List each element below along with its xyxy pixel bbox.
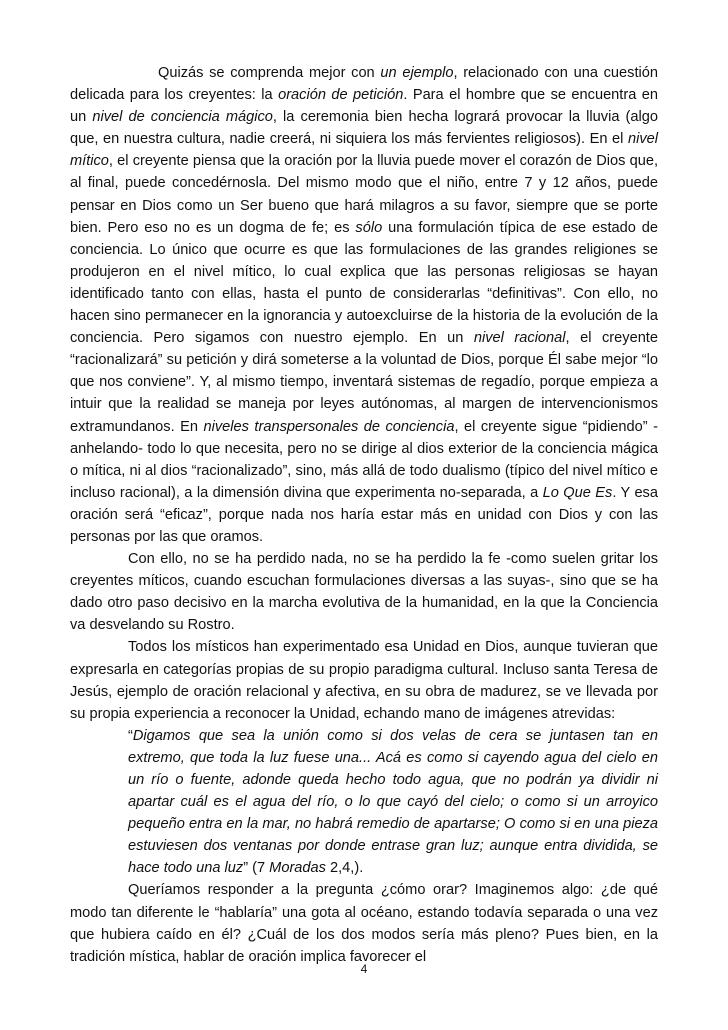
text-run: , el creyente piensa que la oración por la lluvia puede mover el corazón de Dios que, al final, puede concedérnosla. Del mismo modo que el niño, entre 7 y 12 años, puede pensar en Dios como un Ser bueno que hará milagros a su favor, siempre que se porte bien. Pero eso no es un dogma de fe; es (70, 153, 658, 236)
italic-run: nivel mítico (70, 131, 658, 170)
text-run: , el creyente “racionalizará” su petición y dirá someterse a la voluntad de Dios, porque Él sabe mejor “lo que nos conviene”. Y, al mismo tiempo, inventará sistemas de regadío, porque empieza a intuir que la realidad se maneja por leyes autónomas, al margen de intervencionismos extramundanos. En (70, 330, 658, 435)
text-run: una formulación típica de ese estado de conciencia. Lo único que ocurre es que las formulaciones de las grandes religiones se produjeron en el nivel mítico, lo cual explica que las personas religiosas se hayan identificado tanto con ellas, hasta el punto de considerarlas “definitivas”. Con ello, no hacen sino permanecer en la ignorancia y autoexcluirse de la historia de la evolución de la conciencia. Pero sigamos con nuestro ejemplo. En un (70, 219, 659, 347)
quote-mark: “ (128, 727, 133, 744)
page-number: 4 (360, 962, 368, 976)
document-body (70, 62, 658, 968)
paragraph-como-orar: Queríamos responder a la pregunta ¿cómo orar? Imaginemos algo: ¿de qué modo tan diferente le “hablaría” una gota al océano, estando todavía separada o una vez que hubiera caído en él? ¿Cuál de los dos modos sería más pleno? Pues bien, en la tradición mística, hablar de oración implica favorecer el (70, 882, 658, 965)
quote-text: Digamos que sea la unión como si dos velas de cera se juntasen tan en extremo, que toda la luz fuese una... Acá es como si cayendo agua del cielo en un río o fuente, adonde queda hecho todo agua, que no podrán ya dividir ni apartar cuál es el agua del río, o lo que cayó del cielo; o como si un arroyico pequeño entra en la mar, no habrá remedio de apartarse; O como si en una pieza estuviesen dos ventanas por donde entrase gran luz; aunque entra dividida, se hace todo una luz (128, 727, 658, 877)
italic-run: nivel racional (473, 330, 566, 347)
italic-run: un ejemplo (380, 65, 454, 81)
italic-run: niveles transpersonales de conciencia (203, 418, 455, 435)
italic-run: oración de petición (278, 87, 404, 104)
italic-run: Lo Que Es (542, 484, 613, 501)
text-run: . Para el hombre que se encuentra en un (70, 87, 658, 126)
blockquote-santa-teresa (128, 725, 658, 880)
text-run: , relacionado con una cuestión delicada para los creyentes: la (70, 65, 658, 104)
paragraph-no-se-ha-perdido: Con ello, no se ha perdido nada, no se ha perdido la fe -como suelen gritar los creyentes míticos, cuando escuchan formulaciones diversas a las suyas-, sino que se ha dado otro paso decisivo en la marcha evolutiva de la humanidad, en la que la Conciencia va desvelando su Rostro. (70, 551, 658, 634)
citation-ref: 2,4,). (325, 860, 364, 877)
citation-text: ” (7 (243, 860, 270, 877)
text-run: Quizás se comprenda mejor con (158, 65, 381, 81)
text-run: , el creyente sigue “pidiendo” -anhelando- todo lo que necesita, pero no se dirige al dios exterior de la conciencia mágica o mítica, ni al dios “racionalizado”, sino, más allá de todo dualismo (típico del nivel mítico e incluso racional), a la dimensión divina que experimenta no-separada, a (70, 418, 658, 501)
paragraph-oracion-peticion (70, 62, 658, 548)
paragraph-misticos: Todos los místicos han experimentado esa Unidad en Dios, aunque tuvieran que expresarla en categorías propias de su propio paradigma cultural. Incluso santa Teresa de Jesús, ejemplo de oración relacional y afectiva, en su obra de madurez, se ve llevada por su propia experiencia a reconocer la Unidad, echando mano de imágenes atrevidas: (70, 639, 658, 722)
italic-run: sólo (355, 219, 383, 236)
italic-run: nivel de conciencia mágico (92, 109, 273, 126)
text-run: , la ceremonia bien hecha logrará provocar la lluvia (algo que, en nuestra cultura, nadie creerá, ni siquiera los más fervientes religiosos). En el (70, 109, 658, 148)
citation-title: Moradas (269, 860, 326, 877)
text-run: . Y esa oración será “eficaz”, porque nada nos haría estar más en unidad con Dios y con las personas por las que oramos. (70, 484, 658, 545)
